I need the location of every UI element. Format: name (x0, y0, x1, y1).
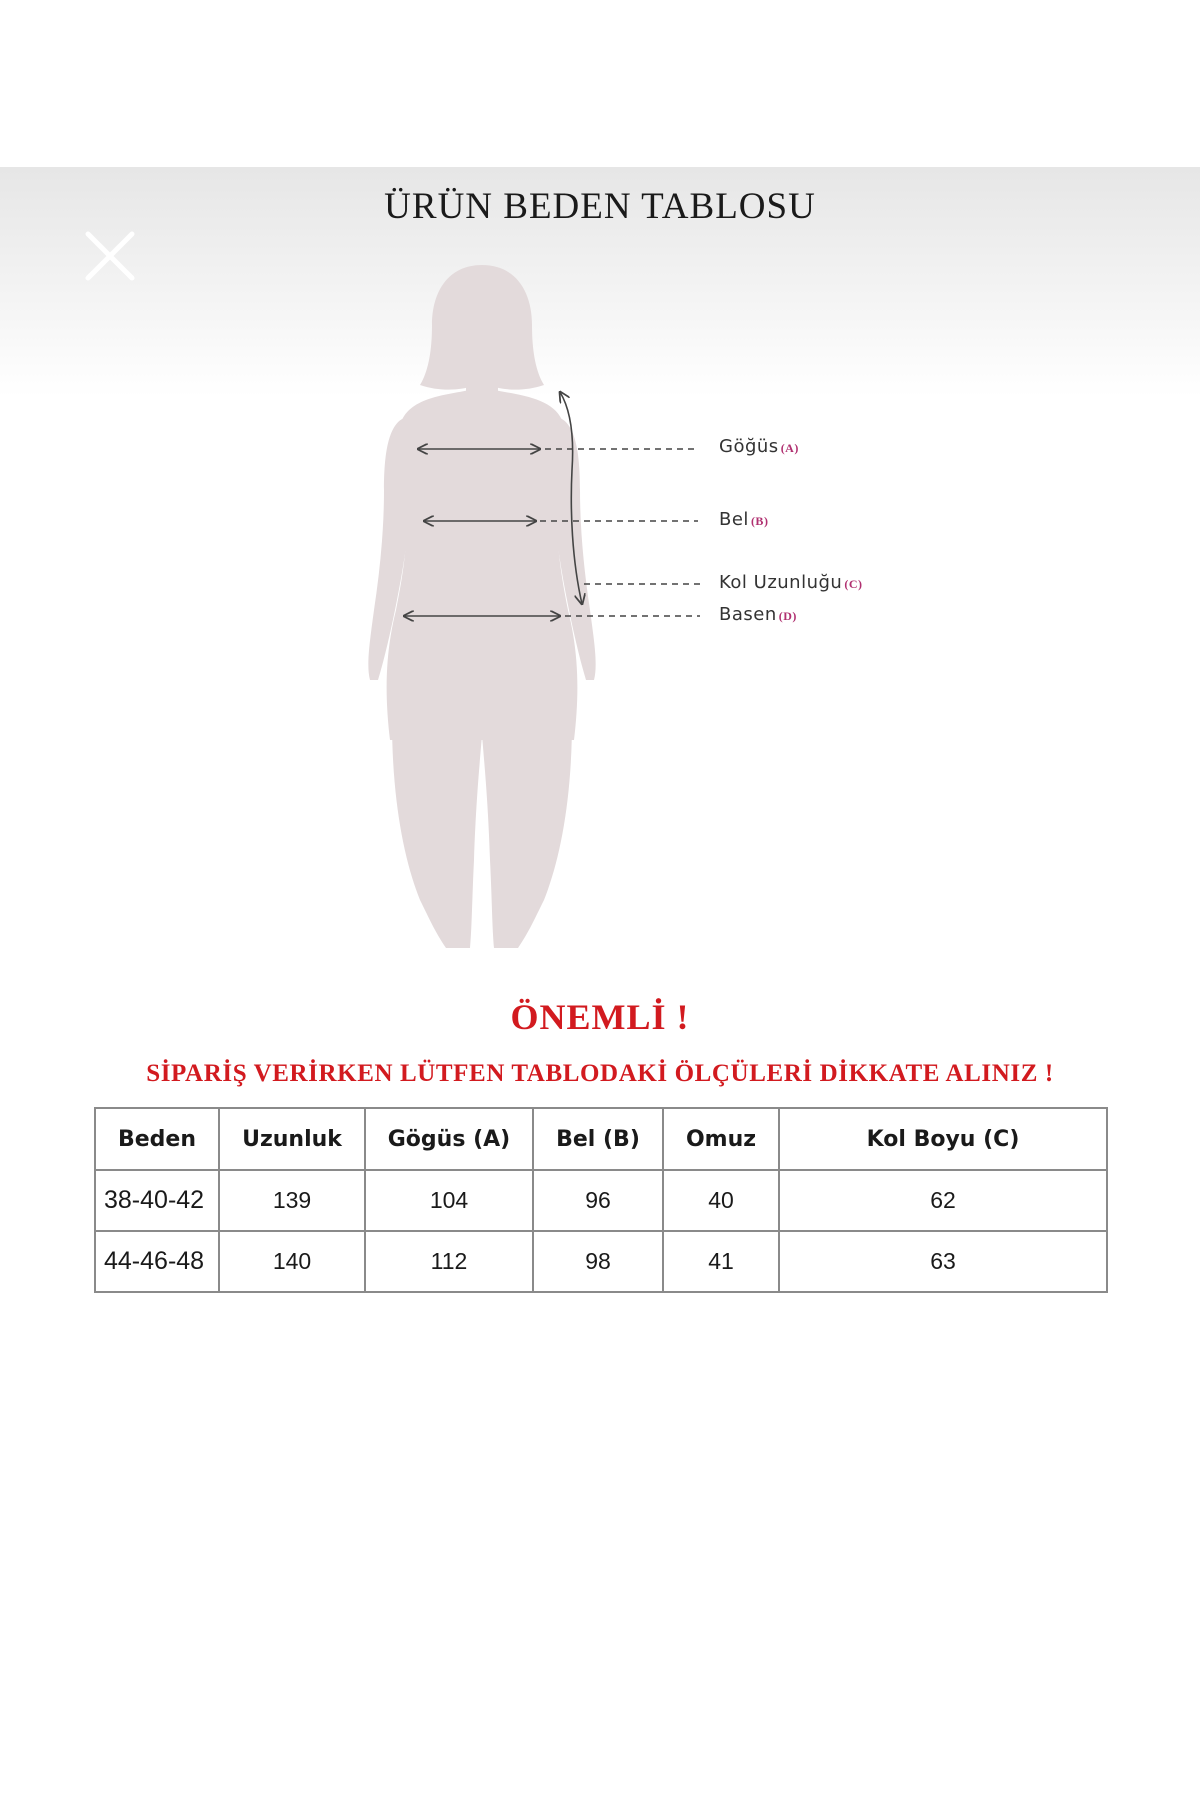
header-gogus: Gögüs (A) (365, 1108, 533, 1170)
label-hips-code: (D) (778, 609, 797, 623)
cell-beden: 44-46-48 (95, 1231, 219, 1292)
cell-bel: 96 (533, 1170, 663, 1231)
label-hips-name: Basen (719, 604, 777, 625)
header-beden: Beden (95, 1108, 219, 1170)
cell-beden: 38-40-42 (95, 1170, 219, 1231)
table-header-row (95, 1108, 1107, 1170)
label-hips (719, 604, 797, 625)
table-row (95, 1231, 1107, 1292)
table-row (95, 1170, 1107, 1231)
cell-omuz: 41 (663, 1231, 779, 1292)
label-chest-name: Göğüs (719, 436, 779, 457)
cell-gogus: 112 (365, 1231, 533, 1292)
cell-bel: 98 (533, 1231, 663, 1292)
cell-kol-boyu: 62 (779, 1170, 1107, 1231)
label-waist (719, 509, 768, 530)
woman-silhouette (368, 265, 595, 948)
label-waist-code: (B) (750, 514, 769, 528)
cell-uzunluk: 139 (219, 1170, 365, 1231)
label-chest-code: (A) (780, 441, 799, 455)
important-heading: ÖNEMLİ ! (510, 997, 690, 1037)
header-uzunluk: Uzunluk (219, 1108, 365, 1170)
header-bel: Bel (B) (533, 1108, 663, 1170)
cell-omuz: 40 (663, 1170, 779, 1231)
label-sleeve (719, 572, 863, 593)
page-title: ÜRÜN BEDEN TABLOSU (384, 186, 816, 227)
cell-kol-boyu: 63 (779, 1231, 1107, 1292)
cell-uzunluk: 140 (219, 1231, 365, 1292)
label-sleeve-name: Kol Uzunluğu (719, 572, 843, 593)
label-sleeve-code: (C) (844, 577, 863, 591)
header-kol-boyu: Kol Boyu (C) (779, 1108, 1107, 1170)
header-omuz: Omuz (663, 1108, 779, 1170)
cell-gogus: 104 (365, 1170, 533, 1231)
warning-text: SİPARİŞ VERİRKEN LÜTFEN TABLODAKİ ÖLÇÜLERİ DİKKATE ALINIZ ! (146, 1060, 1054, 1087)
label-chest (719, 436, 799, 457)
label-waist-name: Bel (719, 509, 749, 530)
size-table (94, 1107, 1108, 1293)
